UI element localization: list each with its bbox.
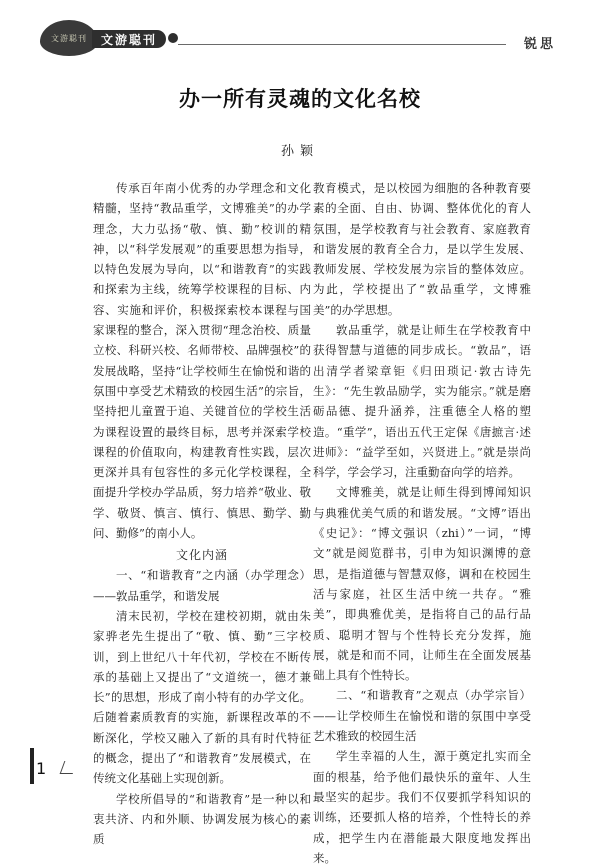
magazine-name-band <box>92 30 166 48</box>
paragraph: 传承百年南小优秀的办学理念和文化精髓，坚持“教品重学，文博雅美”的办学理念，大力弘扬“敬、慎、勤”校训的精神，以“科学发展观”的重要思想为指导，以特色发展为导向，以“和谐教育”的实践和探索为主线，统筹学校课程的目标、内容、实施和评价，积极探索校本课程与国家课程的整合，深入贯彻“理念治校、质量立校、科研兴校、名师带校、品牌强校”的发展战略，坚持“让学校师生在愉悦和谐的氛围中享受艺术精致的校园生活”的宗旨，坚持把儿童置于追、关键首位的学校生活为课程设置的最终目标，思考并深索学校课程的价值取向，构建教育性实践，层次更深并具有包容性的多元化学校课程，全面提升学校办学品质，努力培养“敬业、敬学、敬贤、慎言、慎行、慎思、勤学、勤问、勤修”的南小人。 <box>93 181 311 541</box>
paragraph: 教育模式，是以校园为细胞的各种教育要素的全面、自由、协调、整体优化的育人氛围，是学校教育与社会教育、家庭教育和谐发展的教育全合力，是以学生发展、教师发展、学校发展为宗旨的整体效应。为此，学校提出了“敦品重学，文博雅美”的办学思想。 <box>313 181 531 317</box>
paragraph: 学生幸福的人生，源于奠定扎实而全面的根基，给予他们最快乐的童年、人生最坚实的起步。我们不仅要抓学科知识的训练，还要抓人格的培养，个性特长的养成，把学生内在潜能最大限度地发挥出来。 <box>313 749 531 865</box>
page-number: 1 <box>36 759 47 778</box>
subheading: 二、“和谐教育”之观点（办学宗旨）——让学校师生在愉悦和谐的氛围中享受艺术雅致的校园生活 <box>313 688 531 744</box>
magazine-name: 文游聪刊 <box>100 32 157 47</box>
article-author: 孙颖 <box>280 144 319 159</box>
paragraph: 学校所倡导的“和谐教育”是一种以和衷共济、内和外顺、协调发展为核心的素质 <box>93 791 311 847</box>
footer-mark-icon <box>60 761 78 774</box>
section-heading: 文化内涵 <box>175 548 228 563</box>
header-rule <box>178 44 506 45</box>
right-column <box>313 178 531 868</box>
logo-text: 文游聪刊 <box>51 33 87 43</box>
paragraph: 敦品重学，就是让师生在学校教育中获得智慧与道德的同步成长。“敦品”，语出清学者梁章钜《归田琐记·敦古诗先生》：“先生敦品励学，实为能宗。”就是磨砺品德、提升涵养，注重德全人格的塑造。“重学”，语出五代王定保《唐摭言·述进师》：“益学至如，兴贤进上。”就是崇尚科学，学会学习，注重勤奋向学的培养。 <box>313 323 531 480</box>
paragraph: 文博雅美，就是让师生得到博闻知识与典雅优美气质的和谐发展。“文博”语出《史记》：“博文强识（zhi）”一词，“博文”就是阅览群书，引申为知识渊博的意思，是指道德与智慧双修，调和在校园生活与家庭，社区生活中统一共存。“雅美”，即典雅优美，是指将自己的品行品质、聪明才智与个性特长充分发挥，施展，就是和而不同，让师生在全面发展基础上具有个性特长。 <box>313 485 531 683</box>
article-title: 办一所有灵魂的文化名校 <box>179 87 421 111</box>
paragraph: 清末民初，学校在建校初期，就由朱家骅老先生提出了“敬、慎、勤”三字校训，到上世纪八十年代初，学校在不断传承的基础上又提出了“文道统一，德才兼长”的思想，形成了南小特有的办学文化。后随着素质教育的实施，新课程改革的不断深化，学校又融入了新的具有时代特征的概念，提出了“和谐教育”发展模式，在传统文化基础上实现创新。 <box>93 608 311 786</box>
header-dot-icon <box>168 33 178 43</box>
left-column <box>93 178 311 850</box>
section-tag: 锐思 <box>523 37 556 52</box>
subheading: 一、“和谐教育”之内涵（办学理念）——敦品重学，和谐发展 <box>93 568 311 603</box>
magazine-logo <box>40 20 98 56</box>
